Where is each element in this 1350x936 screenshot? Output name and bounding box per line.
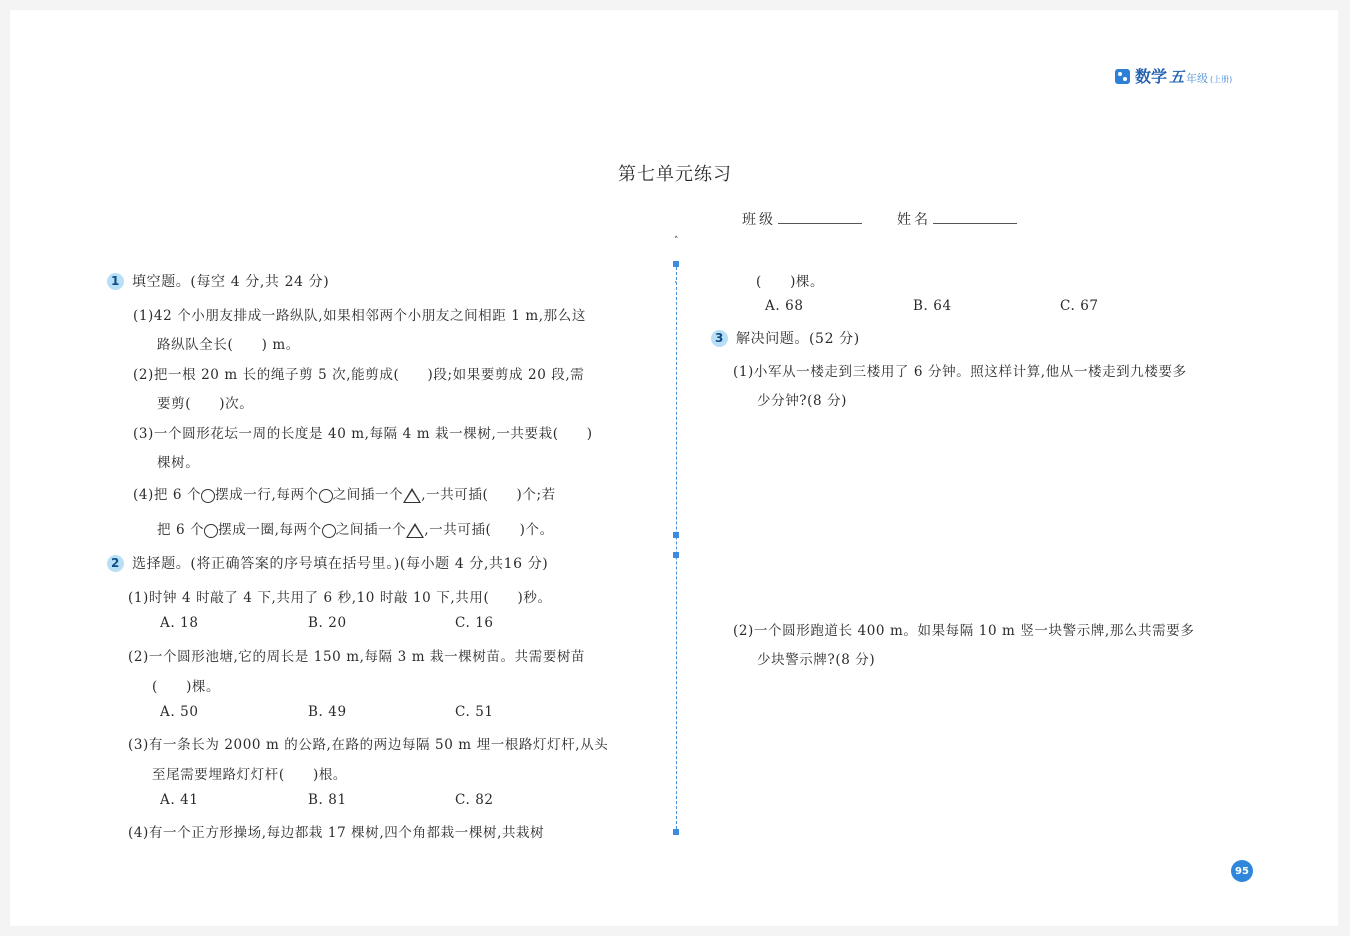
page-sheet [10, 10, 1338, 926]
question-line-shapes [133, 483, 556, 503]
text-fragment: ,一共可插( )个。 [424, 522, 554, 538]
circle-shape-icon [201, 489, 215, 503]
brand-subject: 数学 [1135, 67, 1168, 86]
question-line-shapes [157, 518, 554, 538]
circle-shape-icon [322, 524, 336, 538]
text-fragment: 摆成一圈,每两个 [218, 522, 322, 538]
option-c: C. 16 [455, 615, 494, 631]
section-heading-text: 解决问题。(52 分) [736, 331, 860, 347]
option-b: B. 64 [913, 298, 952, 314]
question-line: (2)一个圆形池塘,它的周长是 150 m,每隔 3 m 栽一棵树苗。共需要树苗 [128, 649, 586, 665]
brand-label: 年级 [1186, 72, 1209, 85]
name-label: 姓名 [897, 212, 931, 228]
question-line: (2)一个圆形跑道长 400 m。如果每隔 10 m 竖一块警示牌,那么共需要多 [733, 623, 1195, 639]
question-line: ( )棵。 [756, 274, 825, 290]
question-line: 路纵队全长( ) m。 [157, 337, 300, 353]
page-title: 第七单元练习 [618, 164, 732, 185]
name-field[interactable] [897, 209, 1017, 229]
section-number-badge: 3 [711, 330, 728, 347]
question-line: 棵树。 [157, 455, 200, 471]
option-a: A. 18 [160, 615, 199, 631]
page-number-badge: 95 [1231, 860, 1253, 882]
question-line: (3)有一条长为 2000 m 的公路,在路的两边每隔 50 m 埋一根路灯灯杆,从头 [128, 737, 609, 753]
section-2-heading [107, 553, 548, 573]
class-field[interactable] [742, 209, 862, 229]
text-fragment: (4)把 6 个 [133, 487, 202, 503]
divider-marker [673, 552, 679, 558]
section-number-badge: 2 [107, 555, 124, 572]
option-a: A. 68 [765, 298, 804, 314]
fold-mark: · [674, 278, 677, 288]
name-blank[interactable] [933, 209, 1017, 224]
question-line: (1)42 个小朋友排成一路纵队,如果相邻两个小朋友之间相距 1 m,那么这 [133, 308, 586, 324]
question-line: ( )棵。 [152, 679, 221, 695]
text-fragment: 之间插一个 [332, 487, 404, 503]
option-b: B. 20 [308, 615, 347, 631]
brand-logo-icon [1115, 69, 1130, 84]
option-b: B. 81 [308, 792, 347, 808]
circle-shape-icon [319, 489, 333, 503]
class-blank[interactable] [778, 209, 862, 224]
brand-header [1115, 64, 1232, 87]
brand-volume: (上册) [1210, 75, 1233, 84]
circle-shape-icon [204, 524, 218, 538]
divider-marker [673, 261, 679, 267]
question-line: (1)时钟 4 时敲了 4 下,共用了 6 秒,10 时敲 10 下,共用( )秒。 [128, 590, 552, 606]
brand-grade: 五 [1169, 68, 1185, 86]
option-b: B. 49 [308, 704, 347, 720]
question-line: (3)一个圆形花坛一周的长度是 40 m,每隔 4 m 栽一棵树,一共要栽( ) [133, 426, 593, 442]
triangle-shape-icon [406, 523, 424, 538]
fold-mark: ˄ [674, 236, 679, 246]
divider-marker [673, 532, 679, 538]
question-line: (2)把一根 20 m 长的绳子剪 5 次,能剪成( )段;如果要剪成 20 段,需 [133, 367, 585, 383]
option-c: C. 82 [455, 792, 494, 808]
section-heading-text: 选择题。(将正确答案的序号填在括号里。)(每小题 4 分,共16 分) [132, 556, 549, 572]
option-a: A. 50 [160, 704, 199, 720]
option-c: C. 51 [455, 704, 494, 720]
divider-marker [673, 829, 679, 835]
question-line: (4)有一个正方形操场,每边都栽 17 棵树,四个角都栽一棵树,共栽树 [128, 825, 545, 841]
section-3-heading [711, 328, 860, 348]
question-line: (1)小军从一楼走到三楼用了 6 分钟。照这样计算,他从一楼走到九楼要多 [733, 364, 1187, 380]
column-divider [676, 262, 677, 834]
section-heading-text: 填空题。(每空 4 分,共 24 分) [132, 274, 330, 290]
section-number-badge: 1 [107, 273, 124, 290]
question-line: 少分钟?(8 分) [757, 393, 848, 409]
section-1-heading [107, 271, 329, 291]
class-label: 班级 [742, 212, 776, 228]
text-fragment: ,一共可插( )个;若 [421, 487, 556, 503]
triangle-shape-icon [403, 488, 421, 503]
text-fragment: 之间插一个 [335, 522, 407, 538]
question-line: 少块警示牌?(8 分) [757, 652, 876, 668]
option-a: A. 41 [160, 792, 199, 808]
option-c: C. 67 [1060, 298, 1099, 314]
question-line: 要剪( )次。 [157, 396, 254, 412]
text-fragment: 把 6 个 [157, 522, 205, 538]
text-fragment: 摆成一行,每两个 [215, 487, 319, 503]
question-line: 至尾需要埋路灯灯杆( )根。 [152, 767, 348, 783]
